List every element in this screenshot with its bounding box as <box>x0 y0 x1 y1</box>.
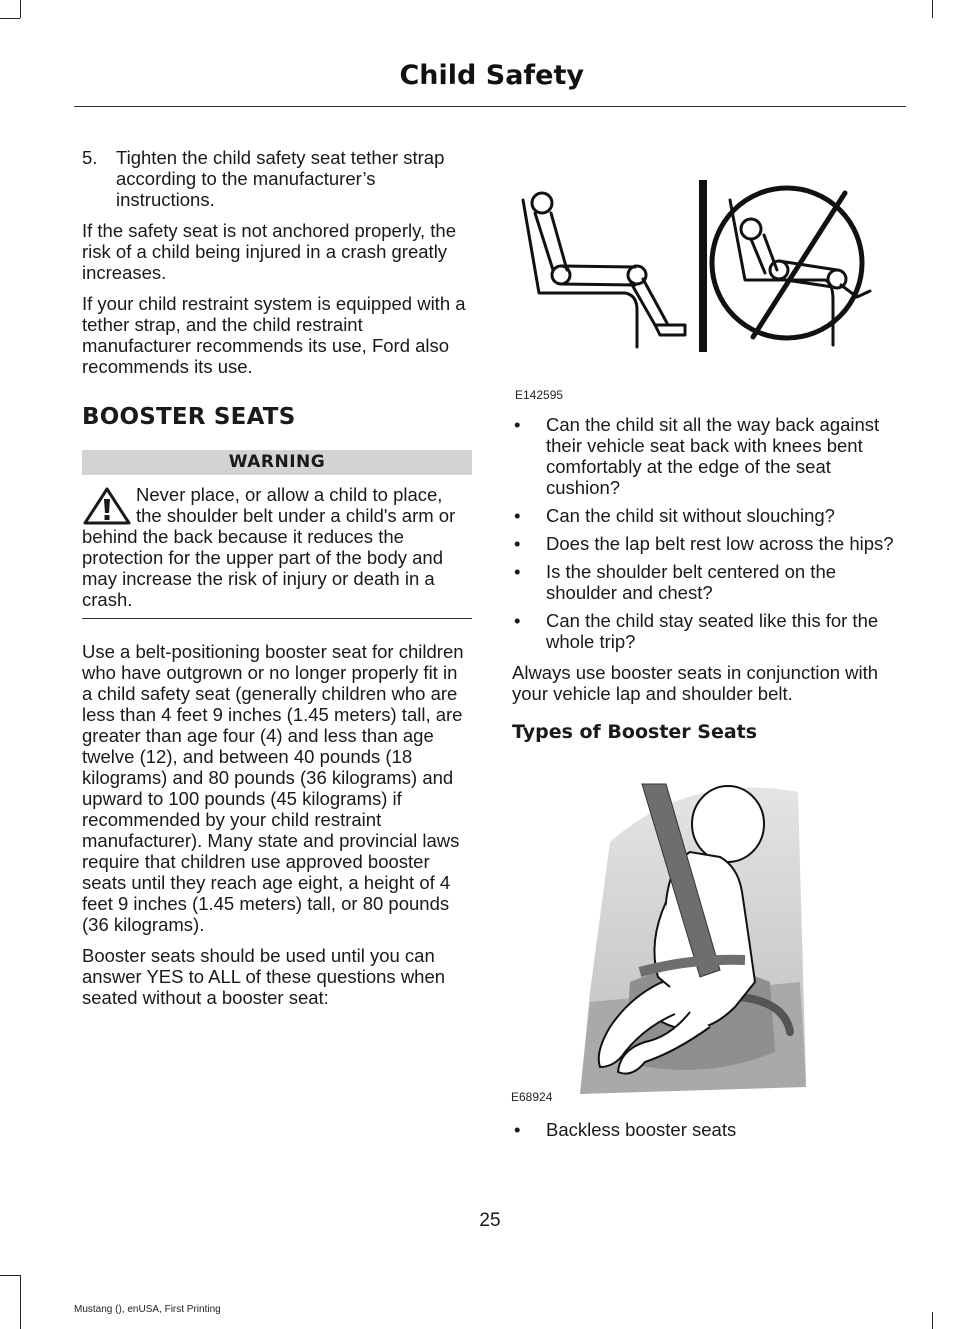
warning-divider <box>82 618 472 619</box>
list-item-text: Is the shoulder belt centered on the shoulder and chest? <box>546 561 837 603</box>
crop-mark <box>932 1312 933 1329</box>
bullet: • <box>514 533 521 554</box>
list-item-text: Backless booster seats <box>546 1119 737 1140</box>
paragraph-booster-usage: Use a belt-positioning booster seat for children who have outgrown or no longer properly fit in a child safety seat (generally children who are less than 4 feet 9 inches (1.45 meters) tall, are greater than age four (4) and less than age twelve (12), and between 40 pounds (18 kilograms) and 80 pounds (36 kilograms) and upward to 100 pounds (45 kilograms) if recommended by your child restraint manufacturer). Many state and provincial laws require that children use approved booster seats until they reach age eight, a height of 4 feet 9 inches (1.45 meters) tall, or 80 pounds (36 kilograms). <box>82 641 464 935</box>
warning-triangle-icon <box>82 486 132 526</box>
list-item <box>512 561 904 603</box>
figure-caption: E68924 <box>511 1090 553 1104</box>
paragraph-questions-intro: Booster seats should be used until you can answer YES to ALL of these questions when seated without a booster seat: <box>82 945 446 1008</box>
crop-mark <box>932 0 933 18</box>
step-text: Tighten the child safety seat tether strap according to the manufacturer’s instructions. <box>116 147 445 210</box>
list-item <box>512 414 904 498</box>
list-item-text: Does the lap belt rest low across the hips? <box>546 533 894 554</box>
step-5 <box>82 147 472 210</box>
section-heading-booster-seats: BOOSTER SEATS <box>82 404 296 430</box>
booster-types-list <box>512 1119 904 1140</box>
list-item-text: Can the child sit without slouching? <box>546 505 835 526</box>
figure-caption: E142595 <box>515 388 564 402</box>
bullet: • <box>514 1119 521 1140</box>
seated-posture-illustration <box>515 175 875 355</box>
step-number: 5. <box>82 147 98 168</box>
warning-label: WARNING <box>82 450 472 475</box>
crop-mark <box>0 1275 20 1276</box>
question-list <box>512 414 904 652</box>
bullet: • <box>514 414 521 435</box>
booster-types-list-wrap <box>512 1119 904 1147</box>
list-item <box>512 1119 904 1140</box>
title-divider <box>74 106 906 107</box>
crop-mark <box>20 0 21 18</box>
crop-mark <box>20 1275 21 1329</box>
bullet: • <box>514 610 521 631</box>
left-column <box>82 147 472 1018</box>
warning-body <box>82 475 472 610</box>
child-booster-seat-illustration <box>570 782 810 1094</box>
list-item-text: Can the child sit all the way back against their vehicle seat back with knees bent comfortably at the edge of the seat cushion? <box>546 414 880 498</box>
page-number: 25 <box>479 1210 501 1231</box>
subheading-types: Types of Booster Seats <box>512 721 758 743</box>
list-item <box>512 505 904 526</box>
list-item <box>512 533 904 554</box>
bullet: • <box>514 505 521 526</box>
page-title: Child Safety <box>399 60 584 91</box>
list-item <box>512 610 904 652</box>
paragraph-anchor-risk: If the safety seat is not anchored properly, the risk of a child being injured in a crash greatly increases. <box>82 220 456 283</box>
printing-info: Mustang (), enUSA, First Printing <box>74 1304 221 1315</box>
paragraph-tether-strap: If your child restraint system is equipped with a tether strap, and the child restraint manufacturer recommends its use, Ford also recommends its use. <box>82 293 466 377</box>
warning-text: Never place, or allow a child to place, the shoulder belt under a child's arm or behind the back because it reduces the protection for the upper part of the body and may increase the risk of injury or death in a crash. <box>82 484 456 610</box>
paragraph-always-use: Always use booster seats in conjunction with your vehicle lap and shoulder belt. <box>512 662 879 704</box>
warning-box <box>82 450 472 619</box>
right-column <box>512 414 904 743</box>
list-item-text: Can the child stay seated like this for the whole trip? <box>546 610 879 652</box>
bullet: • <box>514 561 521 582</box>
crop-mark <box>0 18 20 19</box>
